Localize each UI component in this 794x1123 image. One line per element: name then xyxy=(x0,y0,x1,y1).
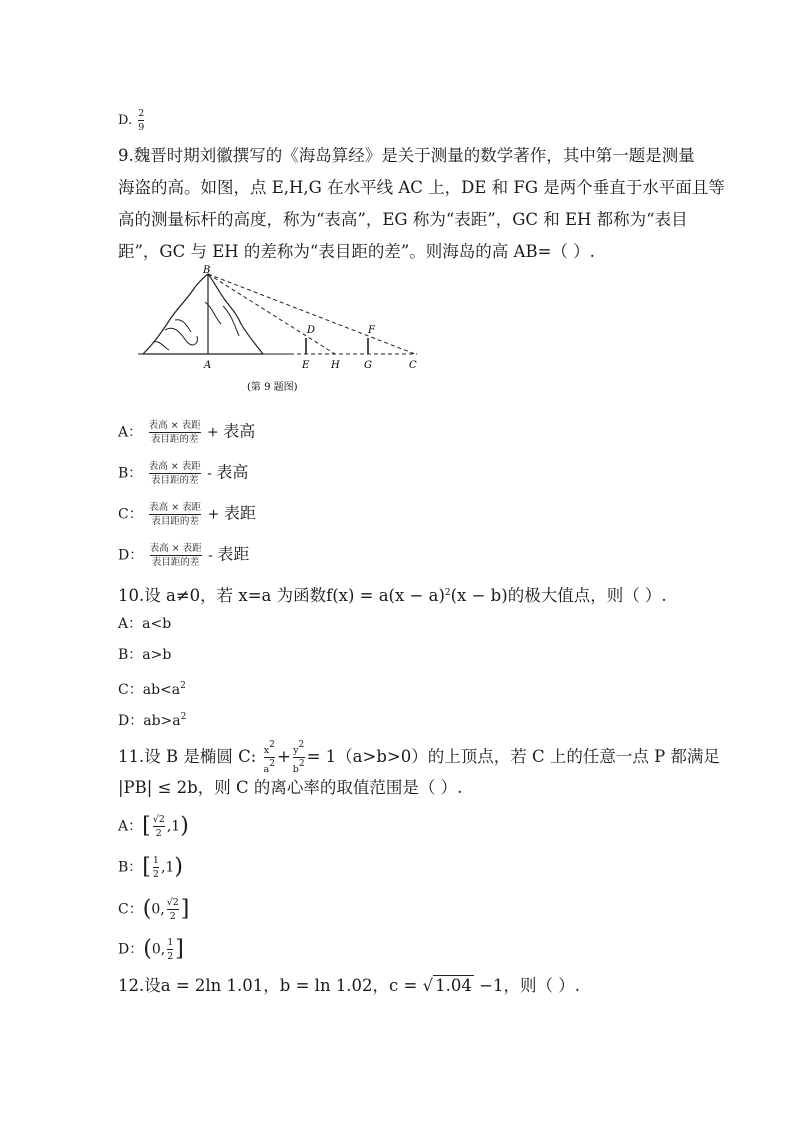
label-e: E xyxy=(302,360,310,371)
fraction-bar xyxy=(153,826,165,827)
stem-text: 10.设 a≠0，若 x=a 为函数 xyxy=(118,586,327,605)
denominator: $a^2$ xyxy=(263,759,275,775)
option-tail: 表距 xyxy=(223,503,256,523)
denominator: 2 xyxy=(155,828,162,839)
numerator: 表高 × 表距 xyxy=(148,420,201,431)
open-bracket: ( xyxy=(142,896,152,922)
fraction xyxy=(149,502,201,527)
stem-text-tail: −1，则（ ）. xyxy=(473,976,580,995)
fraction xyxy=(150,543,202,568)
denominator: 2 xyxy=(169,911,176,922)
var-a: a xyxy=(263,764,270,775)
option-label: A： xyxy=(118,424,143,441)
denominator: 表目距的差 xyxy=(151,516,199,527)
fraction-bar xyxy=(149,473,201,474)
q11-stem-line-1: 11.设 B 是椭圆 C: $\frac{x^2}{a^2}$ + $\frac{y^2}{b^2}$ = 1（a>b>0）的上顶点，若 C 上的任意一点 P 都满足 xyxy=(118,740,720,775)
numerator: √2 xyxy=(166,897,179,908)
island-survey-figure xyxy=(135,262,430,402)
fraction-bar xyxy=(150,555,202,556)
fraction-bar xyxy=(264,757,275,758)
denominator: 表目距的差 xyxy=(150,434,199,445)
option-label: A： xyxy=(118,818,143,835)
close-bracket: ] xyxy=(180,896,190,922)
stem-text: 11.设 B 是椭圆 C: xyxy=(118,747,257,766)
q9-line-3: 高的测量标杆的高度，称为“表高”，EG 称为“表距”，GC 和 EH 都称为“表目 xyxy=(118,210,688,229)
sqrt-radicand: 1.04 xyxy=(435,976,472,995)
fraction xyxy=(167,937,173,962)
q11-option-c: C：(0, $\frac{√2}{2}$ ] xyxy=(118,896,190,922)
left-value: 0 xyxy=(151,901,161,918)
q11-option-a: A：[ $\frac{√2}{2}$ ,1) xyxy=(118,813,189,839)
option-tail: 表距 xyxy=(217,544,250,564)
numerator: 表高 × 表距 xyxy=(149,502,202,513)
denominator: 9 xyxy=(138,122,145,133)
option-label: B： xyxy=(118,465,143,482)
label-g: G xyxy=(364,360,372,371)
fraction-bar xyxy=(167,909,179,910)
label-c: C xyxy=(409,360,417,371)
q9-option-c xyxy=(118,502,256,527)
q8-option-d xyxy=(118,108,146,133)
function-expr-tail: (x − b) xyxy=(450,586,508,605)
right-value: 1 xyxy=(171,818,181,835)
fraction xyxy=(167,897,179,922)
close-bracket: ) xyxy=(180,813,189,839)
fraction xyxy=(153,814,165,839)
denominator: 表目距的差 xyxy=(150,475,199,486)
stem-text-tail: = 1（a>b>0）的上顶点，若 C 上的任意一点 P 都满足 xyxy=(306,747,720,766)
option-label: C： xyxy=(118,901,143,918)
fraction xyxy=(149,461,201,486)
operator: + xyxy=(207,506,220,523)
close-bracket: ] xyxy=(175,936,184,962)
fraction-y2-b2 xyxy=(293,740,305,775)
label-h: H xyxy=(331,360,340,371)
operator: - xyxy=(207,465,212,482)
open-bracket: [ xyxy=(142,813,151,839)
fraction xyxy=(138,108,144,133)
label-b: B xyxy=(203,265,211,276)
option-label: B： xyxy=(118,859,143,876)
q11-option-d: D：(0, $\frac{1}{2}$ ] xyxy=(118,936,184,962)
close-bracket: ) xyxy=(174,854,183,880)
option-tail: 表高 xyxy=(223,421,256,441)
left-value: 0 xyxy=(151,941,161,958)
var-x: x xyxy=(263,745,270,756)
q9-line-2: 海盗的高。如图，点 E,H,G 在水平线 AC 上，DE 和 FG 是两个垂直于水平面且等 xyxy=(118,178,725,197)
q10-stem xyxy=(118,583,667,606)
fraction xyxy=(153,855,159,880)
denominator: 2 xyxy=(167,951,174,962)
operator: - xyxy=(208,547,213,564)
q11-option-b: B：[ $\frac{1}{2}$ ,1) xyxy=(118,854,183,880)
option-tail: 表高 xyxy=(216,462,249,482)
numerator: 2 xyxy=(138,108,145,119)
label-d: D xyxy=(307,325,316,336)
open-bracket: ( xyxy=(143,936,152,962)
q10-option-b xyxy=(118,645,171,665)
figure-caption: (第 9 题图) xyxy=(247,382,298,393)
fraction-bar xyxy=(293,757,305,758)
denominator: $b^2$ xyxy=(292,759,305,775)
option-label: D： xyxy=(118,713,144,729)
fraction-bar xyxy=(153,867,159,868)
exponent: 2 xyxy=(444,588,451,598)
numerator: 表高 × 表距 xyxy=(149,543,202,554)
fraction-bar xyxy=(167,949,173,950)
mountain xyxy=(143,274,263,354)
option-label: A： xyxy=(118,616,143,632)
option-text: a<b xyxy=(142,616,172,632)
right-value: 1 xyxy=(165,859,175,876)
fraction-bar xyxy=(149,432,201,433)
q10-option-c xyxy=(118,676,186,700)
stem-text: 12.设 xyxy=(118,976,161,995)
denominator: 2 xyxy=(152,869,159,880)
numerator: 1 xyxy=(152,855,159,866)
q10-option-d xyxy=(118,707,186,731)
q9-line-4: 距”，GC 与 EH 的差称为“表目距的差”。则海岛的高 AB=（ ）. xyxy=(118,242,595,261)
q9-line-1: 9.魏晋时期刘徽撰写的《海岛算经》是关于测量的数学著作，其中第一题是测量 xyxy=(118,146,695,165)
stem-text-tail: 的极大值点，则（ ）. xyxy=(507,586,667,605)
fraction xyxy=(149,420,201,445)
option-label: D： xyxy=(118,547,144,564)
numerator: 表高 × 表距 xyxy=(148,461,201,472)
numerator: 1 xyxy=(167,937,174,948)
q10-option-a xyxy=(118,614,171,634)
option-label: C： xyxy=(118,682,143,698)
q9-option-b xyxy=(118,461,248,486)
option-text: ab<a xyxy=(142,682,181,698)
option-text: ab>a xyxy=(143,713,181,729)
option-label: C： xyxy=(118,506,143,523)
open-bracket: [ xyxy=(142,854,151,880)
expr: a = 2ln 1.01，b = ln 1.02，c = xyxy=(160,976,423,995)
var-y: y xyxy=(293,745,299,756)
option-label: B： xyxy=(118,647,143,663)
option-text: a>b xyxy=(142,647,172,663)
numerator: $y^2$ xyxy=(293,740,305,756)
q12-stem: 12.设a = 2ln 1.01，b = ln 1.02，c = √ 1.04 −1，则（ ）. xyxy=(118,976,580,995)
var-b: b xyxy=(292,764,299,775)
fraction-x2-a2 xyxy=(264,740,275,775)
numerator: √2 xyxy=(152,814,165,825)
option-label: D. xyxy=(118,113,133,128)
fraction-bar xyxy=(138,120,144,121)
numerator: $x^2$ xyxy=(263,740,275,756)
label-a: A xyxy=(204,360,212,371)
denominator: 表目距的差 xyxy=(151,557,200,568)
function-expr: f(x) = a(x − a) xyxy=(326,586,445,605)
q9-option-a xyxy=(118,420,255,445)
exponent: 2 xyxy=(180,712,187,722)
q9-option-d xyxy=(118,543,249,568)
label-f: F xyxy=(368,325,375,336)
exponent: 2 xyxy=(180,681,186,691)
option-label: D： xyxy=(118,941,144,958)
q11-stem-line-2: |PB| ≤ 2b，则 C 的离心率的取值范围是（ ）. xyxy=(118,778,463,797)
fraction-bar xyxy=(149,514,201,515)
operator: + xyxy=(207,424,219,441)
